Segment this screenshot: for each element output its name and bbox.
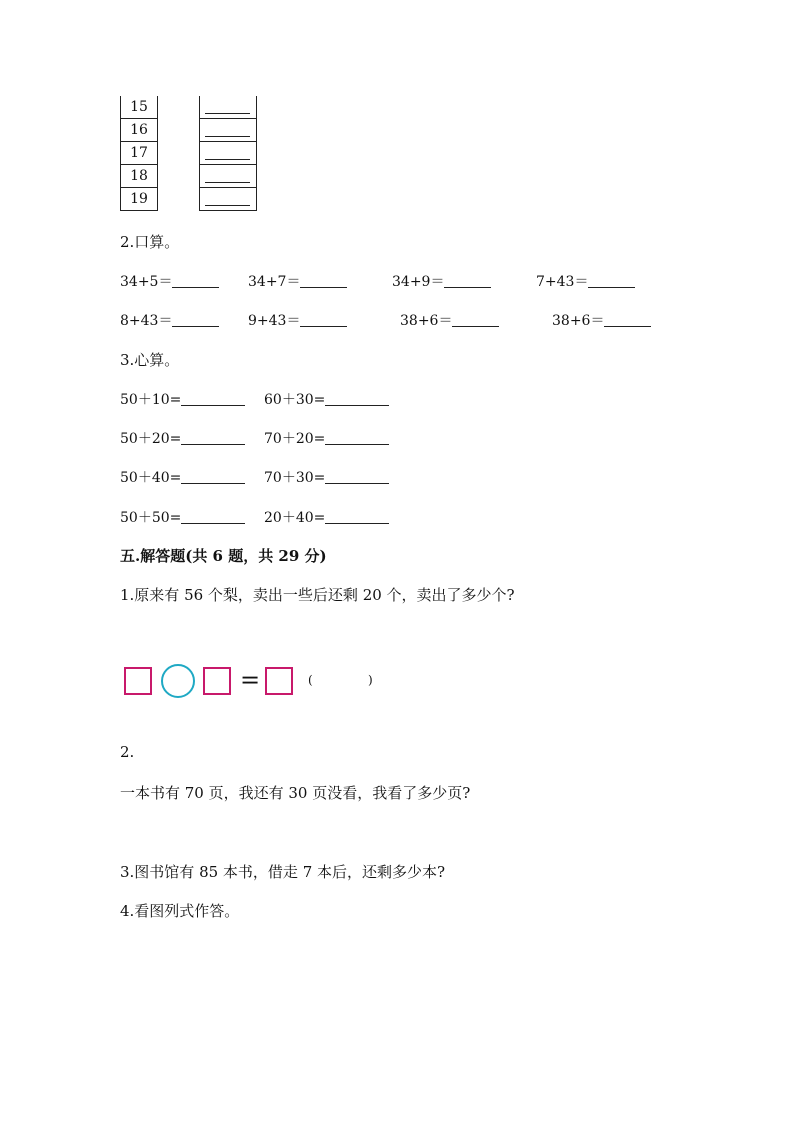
row-number: 19 (121, 188, 158, 211)
equation (264, 507, 389, 527)
result-box[interactable] (265, 667, 293, 695)
equation-text: 38+6＝ (552, 313, 605, 329)
equation (536, 271, 635, 291)
section-3-title: 3.心算。 (120, 351, 180, 369)
answer-blank[interactable] (604, 312, 651, 327)
answer-blank[interactable] (200, 188, 257, 211)
answer-blank[interactable] (444, 273, 491, 288)
equation-text: 60＋30= (264, 392, 326, 408)
answer-blank[interactable] (181, 391, 245, 406)
number-table (120, 96, 257, 211)
answer-blank[interactable] (181, 430, 245, 445)
question-2-number: 2. (120, 743, 135, 761)
answer-blank[interactable] (588, 273, 635, 288)
answer-blank[interactable] (172, 312, 219, 327)
middle-column (158, 96, 200, 211)
answer-blank[interactable] (181, 469, 245, 484)
paren-close: ) (368, 673, 373, 687)
equation-text: 20＋40= (264, 510, 326, 526)
part-5-title: 五.解答题(共 6 题，共 29 分) (120, 547, 327, 565)
answer-blank[interactable] (200, 119, 257, 142)
equation (120, 271, 219, 291)
row-number: 17 (121, 142, 158, 165)
equation (552, 310, 651, 330)
paren-open: ( (308, 673, 313, 687)
section-2-title: 2.口算。 (120, 233, 180, 251)
equation-text: 7+43＝ (536, 274, 589, 290)
equation-text: 34+9＝ (392, 274, 445, 290)
equation-text: 9+43＝ (248, 313, 301, 329)
equation-text: 50＋40= (120, 470, 182, 486)
equation-text: 38+6＝ (400, 313, 453, 329)
question-1: 1.原来有 56 个梨，卖出一些后还剩 20 个，卖出了多少个? (120, 586, 515, 604)
equation-text: 70＋20= (264, 431, 326, 447)
equation-text: 50＋10= (120, 392, 182, 408)
equation (264, 428, 389, 448)
answer-box[interactable] (203, 667, 231, 695)
row-number: 15 (121, 96, 158, 119)
equation (120, 310, 219, 330)
answer-blank[interactable] (200, 142, 257, 165)
answer-blank[interactable] (300, 312, 347, 327)
equation (248, 271, 347, 291)
answer-blank[interactable] (300, 273, 347, 288)
equation (264, 389, 389, 409)
row-number: 16 (121, 119, 158, 142)
answer-blank[interactable] (325, 391, 389, 406)
equation (120, 389, 245, 409)
answer-blank[interactable] (325, 469, 389, 484)
equation (392, 271, 491, 291)
answer-box[interactable] (124, 667, 152, 695)
answer-blank[interactable] (181, 509, 245, 524)
question-2: 一本书有 70 页，我还有 30 页没看，我看了多少页? (120, 784, 471, 802)
operator-circle[interactable] (161, 664, 195, 698)
equation (264, 467, 389, 487)
equation-text: 8+43＝ (120, 313, 173, 329)
row-number: 18 (121, 165, 158, 188)
answer-blank[interactable] (200, 165, 257, 188)
equation-text: 34+5＝ (120, 274, 173, 290)
equation (120, 467, 245, 487)
answer-blank[interactable] (325, 430, 389, 445)
equation (120, 428, 245, 448)
question-4: 4.看图列式作答。 (120, 902, 240, 920)
answer-blank[interactable] (325, 509, 389, 524)
equals-sign: = (240, 666, 261, 694)
equation-text: 50＋20= (120, 431, 182, 447)
equation-text: 70＋30= (264, 470, 326, 486)
equation-text: 34+7＝ (248, 274, 301, 290)
table-row (121, 96, 257, 119)
answer-blank[interactable] (200, 96, 257, 119)
equation-text: 50＋50= (120, 510, 182, 526)
answer-blank[interactable] (172, 273, 219, 288)
equation (400, 310, 499, 330)
question-3: 3.图书馆有 85 本书，借走 7 本后，还剩多少本? (120, 863, 446, 881)
answer-blank[interactable] (452, 312, 499, 327)
equation (120, 507, 245, 527)
equation (248, 310, 347, 330)
